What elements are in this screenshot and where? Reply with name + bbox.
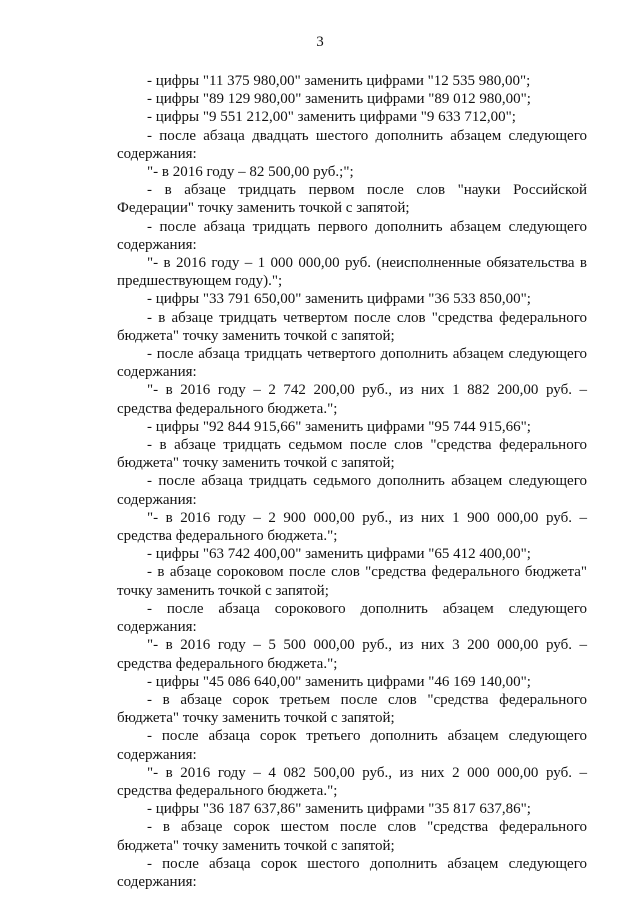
paragraph: - в абзаце сороковом после слов "средства федерального бюджета" точку заменить точкой с запятой; (117, 564, 587, 599)
paragraph: - цифры "36 187 637,86" заменить цифрами "35 817 637,86"; (147, 801, 531, 818)
paragraph: - после абзаца двадцать шестого дополнить абзацем следующего содержания: (117, 127, 587, 162)
paragraph: - в абзаце сорок третьем после слов "средства федерального бюджета" точку заменить точкой с запятой; (117, 691, 587, 727)
paragraph: "- в 2016 году – 5 500 000,00 руб., из них 3 200 000,00 руб. – средства федерального бюджета."; (117, 637, 587, 672)
paragraph: - после абзаца тридцать седьмого дополнить абзацем следующего содержания: (117, 473, 587, 508)
paragraph: - цифры "89 129 980,00" заменить цифрами "89 012 980,00"; (147, 91, 531, 108)
paragraph: - цифры "45 086 640,00" заменить цифрами "46 169 140,00"; (147, 673, 531, 690)
paragraph: - после абзаца сорокового дополнить абзацем следующего содержания: (117, 600, 587, 636)
paragraph: - цифры "11 375 980,00" заменить цифрами "12 535 980,00"; (147, 73, 531, 89)
paragraph: - в абзаце сорок шестом после слов "средства федерального бюджета" точку заменить точкой с запятой; (117, 819, 587, 854)
page-number: 3 (316, 34, 324, 50)
paragraph: - в абзаце тридцать четвертом после слов "средства федерального бюджета" точку заменить точкой с запятой; (117, 309, 587, 344)
paragraph: - после абзаца тридцать четвертого дополнить абзацем следующего содержания: (117, 346, 587, 381)
paragraph: "- в 2016 году – 82 500,00 руб.;"; (147, 164, 354, 181)
paragraph: - цифры "63 742 400,00" заменить цифрами "65 412 400,00"; (147, 546, 531, 563)
paragraph: - в абзаце тридцать седьмом после слов "средства федерального бюджета" точку заменить точкой с запятой; (117, 437, 587, 472)
paragraph: "- в 2016 году – 1 000 000,00 руб. (неисполненные обязательства в предшествующем году)."; (117, 255, 587, 290)
paragraph: "- в 2016 году – 2 742 200,00 руб., из них 1 882 200,00 руб. – средства федерального бюджета."; (117, 382, 587, 417)
paragraph: "- в 2016 году – 4 082 500,00 руб., из них 2 000 000,00 руб. – средства федерального бюджета."; (117, 764, 587, 799)
paragraph: - цифры "33 791 650,00" заменить цифрами "36 533 850,00"; (147, 291, 531, 308)
paragraph: - в абзаце тридцать первом после слов "науки Российской Федерации" точку заменить точкой с запятой; (117, 182, 587, 217)
paragraph: - после абзаца сорок шестого дополнить абзацем следующего содержания: (117, 855, 587, 890)
paragraph: - после абзаца тридцать первого дополнить абзацем следующего содержания: (117, 218, 587, 253)
paragraph: - цифры "92 844 915,66" заменить цифрами "95 744 915,66"; (147, 418, 531, 435)
paragraph: "- в 2016 году – 2 900 000,00 руб., из них 1 900 000,00 руб. – средства федерального бюджета."; (117, 509, 587, 545)
paragraph: - после абзаца сорок третьего дополнить абзацем следующего содержания: (117, 728, 587, 763)
paragraph: - цифры "9 551 212,00" заменить цифрами "9 633 712,00"; (147, 109, 516, 126)
document-body (117, 72, 587, 891)
